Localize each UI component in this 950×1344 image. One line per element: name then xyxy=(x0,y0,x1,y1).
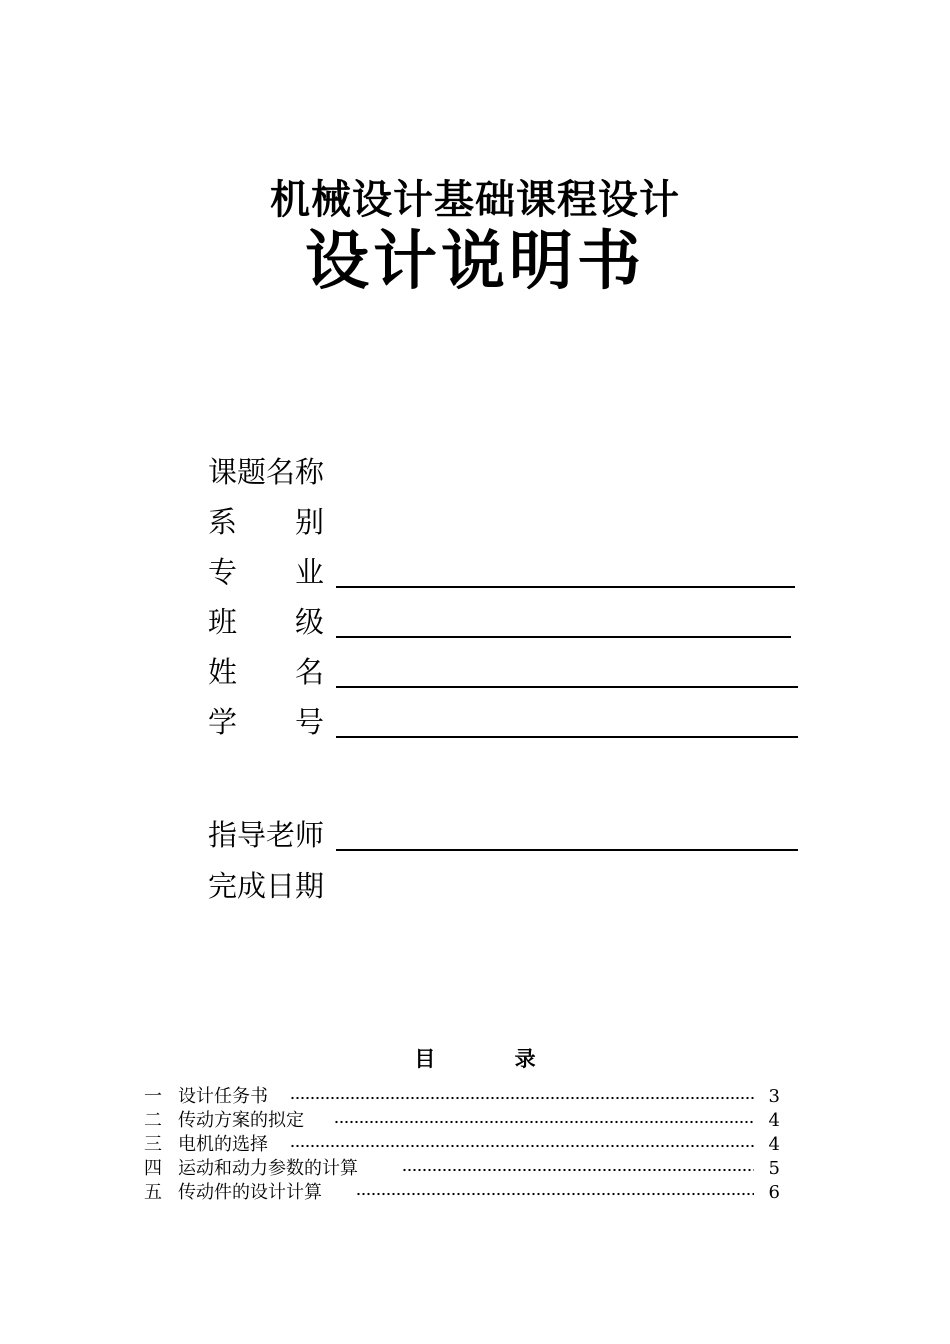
toc-dot-leader xyxy=(356,1191,754,1197)
toc-item-number: 二 xyxy=(144,1110,162,1131)
toc-item[interactable] xyxy=(144,1109,784,1133)
toc-dot-leader xyxy=(334,1119,754,1125)
toc-item-number: 一 xyxy=(144,1086,162,1107)
department-label: 系 别 xyxy=(208,505,325,539)
toc-item-number: 四 xyxy=(144,1158,162,1179)
class-label: 班 级 xyxy=(208,605,325,639)
toc-item-page: 4 xyxy=(768,1134,780,1155)
advisor-field xyxy=(208,815,324,855)
toc-heading xyxy=(0,1045,950,1073)
toc-item-text: 运动和动力参数的计算 xyxy=(178,1158,358,1179)
department-field xyxy=(208,502,324,542)
toc-item-page: 4 xyxy=(768,1110,780,1131)
student-id-label: 学 号 xyxy=(208,705,325,739)
toc-item-text: 设计任务书 xyxy=(178,1086,268,1107)
toc-dot-leader xyxy=(290,1143,754,1149)
toc-item-text: 传动件的设计计算 xyxy=(178,1182,322,1203)
toc-item-text: 电机的选择 xyxy=(178,1134,268,1155)
toc-dot-leader xyxy=(290,1095,754,1101)
class-field xyxy=(208,602,324,642)
toc-item-page: 3 xyxy=(768,1086,780,1107)
name-underline[interactable] xyxy=(336,686,798,688)
name-field xyxy=(208,652,324,692)
toc-item[interactable] xyxy=(144,1085,784,1109)
toc-item[interactable] xyxy=(144,1181,784,1205)
completion-date-label: 完成日期 xyxy=(208,869,325,903)
class-underline[interactable] xyxy=(336,636,791,638)
student-id-field xyxy=(208,702,324,742)
toc-item-text: 传动方案的拟定 xyxy=(178,1110,304,1131)
toc-item-number: 三 xyxy=(144,1134,162,1155)
toc-item[interactable] xyxy=(144,1133,784,1157)
document-subtitle: 机械设计基础课程设计 xyxy=(270,176,680,223)
name-label: 姓 名 xyxy=(208,655,325,689)
toc-item[interactable] xyxy=(144,1157,784,1181)
completion-date-field xyxy=(208,866,324,906)
document-title: 设计说明书 xyxy=(305,224,645,299)
topic-field xyxy=(208,452,324,492)
topic-label: 课题名称 xyxy=(208,455,325,489)
toc-heading-right: 录 xyxy=(514,1046,536,1071)
toc-item-number: 五 xyxy=(144,1182,162,1203)
major-underline[interactable] xyxy=(336,586,795,588)
toc-heading-left: 目 xyxy=(414,1046,436,1071)
student-id-underline[interactable] xyxy=(336,736,798,738)
toc-item-page: 6 xyxy=(768,1182,780,1203)
advisor-label: 指导老师 xyxy=(208,818,325,852)
advisor-underline[interactable] xyxy=(336,849,798,851)
major-field xyxy=(208,552,324,592)
toc-item-page: 5 xyxy=(768,1158,780,1179)
toc-dot-leader xyxy=(402,1167,754,1173)
major-label: 专 业 xyxy=(208,555,325,589)
